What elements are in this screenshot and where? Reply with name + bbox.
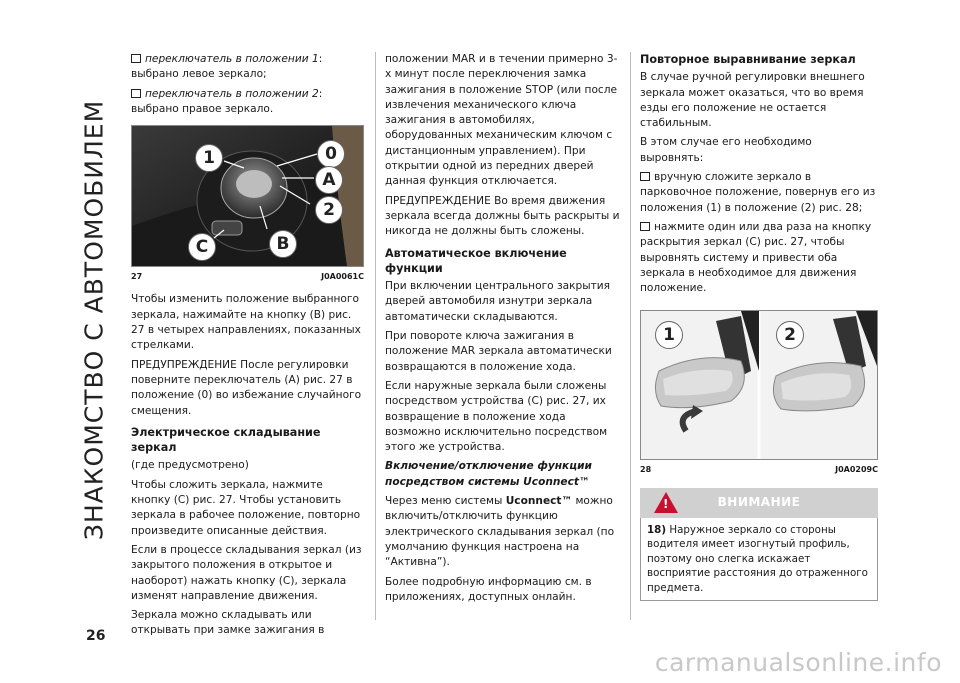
warning-text: 18) Наружное зеркало со стороны водителя имеет изогнутый профиль, поэтому оно слегка искажает восприятие расстояния до отраженного предмета.: [640, 518, 878, 602]
chapter-title: ЗНАКОМСТВО С АВТОМОБИЛЕМ: [79, 99, 109, 541]
callout-0: 0: [317, 140, 345, 168]
paragraph: Чтобы сложить зеркала, нажмите кнопку (C) рис. 27. Чтобы установить зеркала в рабочее положение, повторно произведите описанные действия.: [131, 478, 361, 537]
figure-27-caption: 27 J0A0061C: [131, 272, 364, 282]
bullet-box-icon: [640, 222, 650, 231]
paragraph: Зеркала можно складывать или открывать при замке зажигания в: [131, 609, 325, 637]
figure-28-image: [640, 310, 878, 460]
watermark: carmanualsonline.info: [654, 648, 942, 677]
paragraph: В случае ручной регулировки внешнего зеркала может оказаться, что во время езды его положение не остается стабильным.: [640, 71, 865, 130]
paragraph: ПРЕДУПРЕЖДЕНИЕ Во время движения зеркала всегда должны быть раскрыты и никогда не должны быть сложены.: [385, 194, 620, 238]
callout-B: B: [269, 230, 297, 258]
column-divider: [375, 52, 376, 620]
paragraph: В этом случае его необходимо выровнять:: [640, 136, 812, 164]
bullet-item: переключатель в положении 1: выбрано левое зеркало;: [131, 53, 323, 81]
callout-2: 2: [315, 196, 343, 224]
callout-A: A: [315, 166, 343, 194]
section-heading: Повторное выравнивание зеркал: [640, 53, 856, 66]
paragraph: Чтобы изменить положение выбранного зеркала, нажимайте на кнопку (В) рис. 27 в четырех направлениях, показанных стрелками.: [131, 293, 361, 352]
column-3: [640, 52, 878, 601]
page-number: 26: [86, 628, 106, 644]
callout-2: 2: [776, 321, 804, 349]
bullet-item: вручную сложите зеркало в парковочное положение, повернув его из положения (1) в положение (2) рис. 28;: [640, 171, 876, 214]
warning-box: [640, 488, 878, 602]
paragraph: (где предусмотрено): [131, 459, 249, 472]
paragraph: При включении центрального закрытия дверей автомобиля изнутри зеркала автоматически складываются.: [385, 280, 611, 323]
callout-1: 1: [655, 321, 683, 349]
paragraph: ПРЕДУПРЕЖДЕНИЕ После регулировки поверните переключатель (A) рис. 27 в положение (0) во избежание случайного смещения.: [131, 358, 362, 417]
callout-1: 1: [195, 144, 223, 172]
callout-C: C: [188, 233, 216, 261]
paragraph: При повороте ключа зажигания в положение MAR зеркала автоматически возвращаются в положение хода.: [385, 330, 612, 373]
section-heading: Электрическое складывание зеркал: [131, 425, 321, 455]
paragraph: Если в процессе складывания зеркал (из закрытого положения в открытое и наоборот) нажать кнопку (C), зеркала изменят направление движения.: [131, 543, 362, 602]
paragraph: положении MAR и в течении примерно 3-х минут после переключения замка зажигания в положение STOP (или после извлечения механического ключа зажигания в автомобилях, оборудованных механическим ключом с дистанционным управлением). При открытии одной из передних дверей данная функция отключается.: [385, 53, 618, 188]
warning-header: ! ВНИМАНИЕ: [640, 488, 878, 518]
bullet-box-icon: [131, 89, 141, 98]
bullet-item: нажмите один или два раза на кнопку раскрытия зеркал (C) рис. 27, чтобы выровнять систему и привести оба зеркала в необходимое для движения положение.: [640, 220, 872, 295]
figure-28-caption: 28 J0A0209C: [640, 465, 878, 475]
bullet-box-icon: [131, 54, 141, 63]
column-2: [385, 52, 620, 609]
sub-heading: Включение/отключение функции посредством системы Uconnect™: [385, 460, 592, 488]
paragraph: Через меню системы Uconnect™ можно включить/отключить функцию электрического складывания зеркал (по умолчанию функция настроена на “Активна”).: [385, 495, 615, 569]
column-1: [131, 52, 364, 643]
section-heading: Автоматическое включение функции: [385, 246, 567, 275]
bullet-item: переключатель в положении 2: выбрано правое зеркало.: [131, 87, 323, 115]
column-divider: [630, 52, 631, 620]
warning-triangle-icon: !: [654, 492, 678, 513]
figure-27-image: [131, 125, 364, 267]
paragraph: Если наружные зеркала были сложены посредством устройства (C) рис. 27, их возвращение в положение хода возможно исключительно посредством этого же устройства.: [385, 379, 608, 454]
bullet-box-icon: [640, 172, 650, 181]
paragraph: Более подробную информацию см. в приложениях, доступных онлайн.: [385, 575, 592, 603]
